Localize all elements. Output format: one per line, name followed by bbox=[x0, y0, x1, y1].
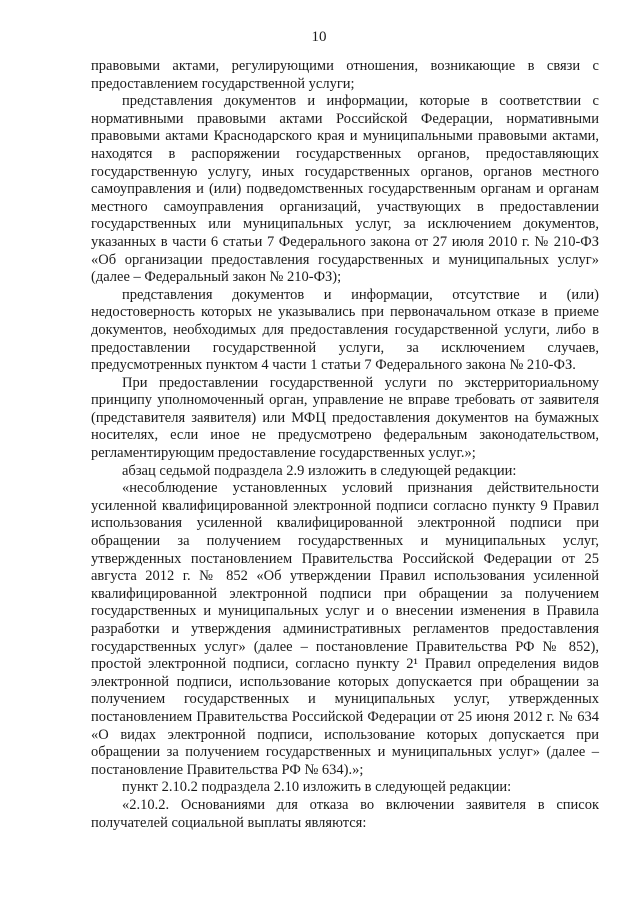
paragraph: правовыми актами, регулирующими отношения, возникающие в связи с предоставлением государственной услуги; bbox=[91, 58, 599, 92]
paragraph: «несоблюдение установленных условий признания действительности усиленной квалифицированной электронной подписи согласно пункту 9 Правил использования усиленной квалифицированной электронной подписи при обращении за получением государственных и муниципальных услуг, утвержденных постановлением Правительства Российской Федерации от 25 августа 2012 г. № 852 «Об утверждении Правил использования усиленной квалифицированной электронной подписи при обращении за получением государственных и муниципальных услуг и о внесении изменения в Правила разработки и утверждения административных регламентов предоставления государственных услуг» (далее – постановление Правительства РФ № 852), простой электронной подписи, согласно пункту 2¹ Правил определения видов электронной подписи, использование которых допускается при обращении за получением государственных и муниципальных услуг, утвержденных постановлением Правительства Российской Федерации от 25 июня 2012 г. № 634 «О видах электронной подписи, использование которых допускается при обращении за получением государственных и муниципальных услуг» (далее – постановление Правительства РФ № 634).»; bbox=[91, 480, 599, 778]
document-body bbox=[91, 58, 599, 832]
paragraph: представления документов и информации, отсутствие и (или) недостоверность которых не указывались при первоначальном отказе в приеме документов, необходимых для предоставления государственной услуги, либо в предоставлении государственной услуги, за исключением случаев, предусмотренных пунктом 4 части 1 статьи 7 Федерального закона № 210-ФЗ. bbox=[91, 286, 599, 374]
paragraph: «2.10.2. Основаниями для отказа во включении заявителя в список получателей социальной выплаты являются: bbox=[91, 796, 599, 831]
page-number: 10 bbox=[311, 29, 327, 45]
paragraph: пункт 2.10.2 подраздела 2.10 изложить в следующей редакции: bbox=[122, 779, 512, 796]
paragraph: При предоставлении государственной услуги по экстерриториальному принципу уполномоченный орган, управление не вправе требовать от заявителя (представителя заявителя) или МФЦ предоставления документов на бумажных носителях, если иное не предусмотрено федеральным законодательством, регламентирующим предоставление государственных услуг.»; bbox=[91, 374, 599, 462]
paragraph: абзац седьмой подраздела 2.9 изложить в следующей редакции: bbox=[122, 462, 517, 479]
paragraph: представления документов и информации, которые в соответствии с нормативными правовыми актами Российской Федерации, нормативными правовыми актами Краснодарского края и муниципальными правовыми актами, находятся в распоряжении государственных органов, предоставляющих государственную услугу, иных государственных органов, органов местного самоуправления и (или) подведомственных государственным органам и органам местного самоуправления организаций, участвующих в предоставлении государственных или муниципальных услуг, за исключением документов, указанных в части 6 статьи 7 Федерального закона от 27 июля 2010 г. № 210-ФЗ «Об организации предоставления государственных и муниципальных услуг» (далее – Федеральный закон № 210-ФЗ); bbox=[91, 93, 599, 286]
